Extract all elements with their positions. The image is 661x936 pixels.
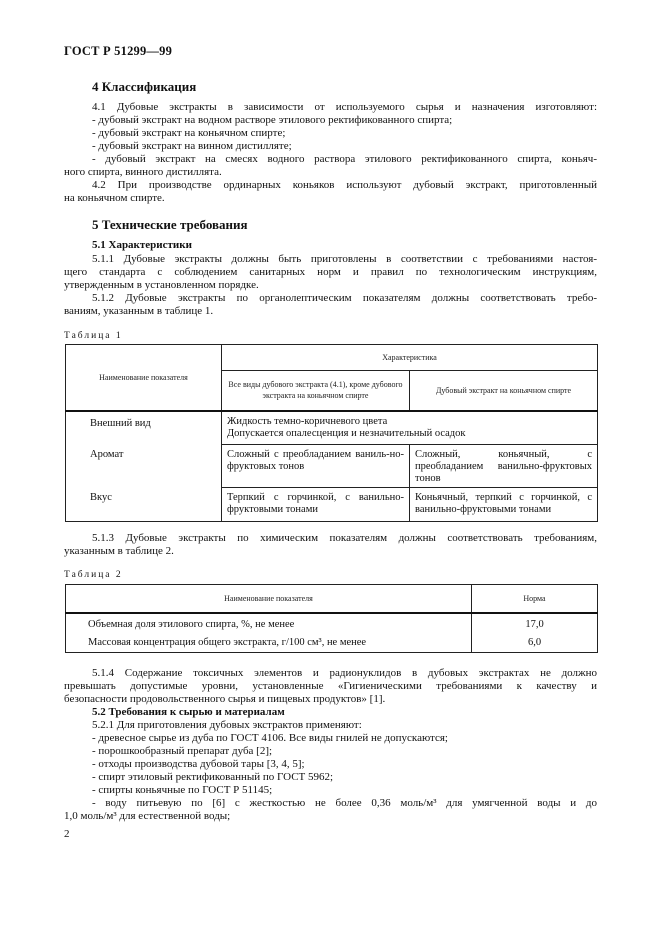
- table-cell-name: Массовая концентрация общего экстракта, г/100 см³, не менее: [66, 633, 472, 653]
- table-1-header-name: Наименование показателя: [66, 345, 222, 411]
- table-2-header-name: Наименование показателя: [66, 585, 472, 613]
- table-row: [66, 488, 598, 522]
- section-5-title: 5 Технические требования: [92, 217, 248, 232]
- paragraph-line: утвержденным в установленном порядке.: [64, 279, 259, 291]
- paragraph-line: на коньячном спирте.: [64, 192, 165, 204]
- list-item: - спирты коньячные по ГОСТ Р 51145;: [92, 784, 273, 796]
- list-item: - спирт этиловый ректификованный по ГОСТ 5962;: [92, 771, 334, 783]
- paragraph-line: щего стандарта с соблюдением санитарных норм и правил по технологическим инструкциям,: [64, 266, 597, 278]
- table-1-label: Таблица 1: [64, 331, 123, 341]
- paragraph-line: 5.2.1 Для приготовления дубовых экстрактов применяют:: [92, 719, 362, 731]
- table-1-header-col-b: Дубовый экстракт на коньячном спирте: [410, 371, 598, 411]
- table-1-header-group: Характеристика: [222, 345, 598, 371]
- paragraph-line: безопасности продовольственного сырья и пищевых продуктов» [1].: [64, 693, 386, 705]
- paragraph-line: указанным в таблице 2.: [64, 545, 174, 557]
- paragraph-line: ваниям, указанным в таблице 1.: [64, 305, 214, 317]
- list-item: - древесное сырье из дуба по ГОСТ 4106. Все виды гнилей не допускаются;: [92, 732, 448, 744]
- table-cell-name: Вкус: [66, 488, 222, 522]
- paragraph-line: 5.1.1 Дубовые экстракты должны быть приготовлены в соответствии с требованиями настоя-: [92, 253, 597, 265]
- table-2-label: Таблица 2: [64, 570, 123, 580]
- list-item: - порошкообразный препарат дуба [2];: [92, 745, 273, 757]
- paragraph-line: 5.1.2 Дубовые экстракты по органолептическим показателям должны соответствовать требо-: [92, 292, 597, 304]
- list-item: - дубовый экстракт на винном дистилляте;: [92, 140, 292, 152]
- list-item: - дубовый экстракт на коньячном спирте;: [92, 127, 286, 139]
- table-cell-b: Сложный, коньячный, с преобладанием ванильно-фруктовых тонов: [410, 445, 598, 488]
- paragraph-line: 5.1.4 Содержание токсичных элементов и радионуклидов в дубовых экстрактах не должно: [92, 667, 597, 679]
- section-4-title: 4 Классификация: [92, 79, 197, 94]
- paragraph-line: 4.1 Дубовые экстракты в зависимости от используемого сырья и назначения изготовляют:: [92, 101, 597, 113]
- list-item: 1,0 моль/м³ для естественной воды;: [64, 810, 231, 822]
- table-cell-name: Аромат: [66, 445, 222, 488]
- table-cell-name: Внешний вид: [66, 411, 222, 445]
- table-row: [66, 613, 598, 633]
- table-row: [66, 411, 598, 445]
- table-1: [65, 344, 597, 518]
- table-cell-norm: 17,0: [472, 613, 598, 633]
- table-cell-a: Терпкий с горчинкой, с ванильно-фруктовыми тонами: [222, 488, 410, 522]
- table-cell-norm: 6,0: [472, 633, 598, 653]
- list-item: - отходы производства дубовой тары [3, 4, 5];: [92, 758, 305, 770]
- document-header: ГОСТ Р 51299—99: [64, 44, 173, 58]
- paragraph-line: 4.2 При производстве ординарных коньяков используют дубовый экстракт, приготовленный: [92, 179, 597, 191]
- table-row: [66, 633, 598, 653]
- table-cell-merged: Жидкость темно-коричневого цвета Допускается опалесценция и незначительный осадок: [222, 411, 598, 445]
- table-2: [65, 584, 597, 653]
- table-cell-a: Сложный с преобладанием ваниль-но-фруктовых тонов: [222, 445, 410, 488]
- table-2-header-norm: Норма: [472, 585, 598, 613]
- list-item: - дубовый экстракт на смесях водного раствора этилового ректификованного спирта, коньяч-: [92, 153, 597, 165]
- table-cell-name: Объемная доля этилового спирта, %, не менее: [66, 613, 472, 633]
- table-row: [66, 445, 598, 488]
- paragraph-line: превышать допустимые уровни, установленные «Гигиеническими требованиями к качеству и: [64, 680, 597, 692]
- paragraph-line: 5.1.3 Дубовые экстракты по химическим показателям должны соответствовать требованиям,: [92, 532, 597, 544]
- table-1-header-col-a: Все виды дубового экстракта (4.1), кроме дубового экстракта на коньячном спирте: [222, 371, 410, 411]
- list-item: - воду питьевую по [6] с жесткостью не более 0,36 моль/м³ для умягченной воды и до: [92, 797, 597, 809]
- table-cell-b: Коньячный, терпкий с горчинкой, с ванильно-фруктовыми тонами: [410, 488, 598, 522]
- subsection-title: 5.2 Требования к сырью и материалам: [92, 706, 285, 718]
- list-item: - дубовый экстракт на водном растворе этилового ректификованного спирта;: [92, 114, 453, 126]
- page-number: 2: [64, 828, 70, 840]
- paragraph-line: ного спирта, винного дистиллята.: [64, 166, 222, 178]
- subsection-title: 5.1 Характеристики: [92, 239, 192, 251]
